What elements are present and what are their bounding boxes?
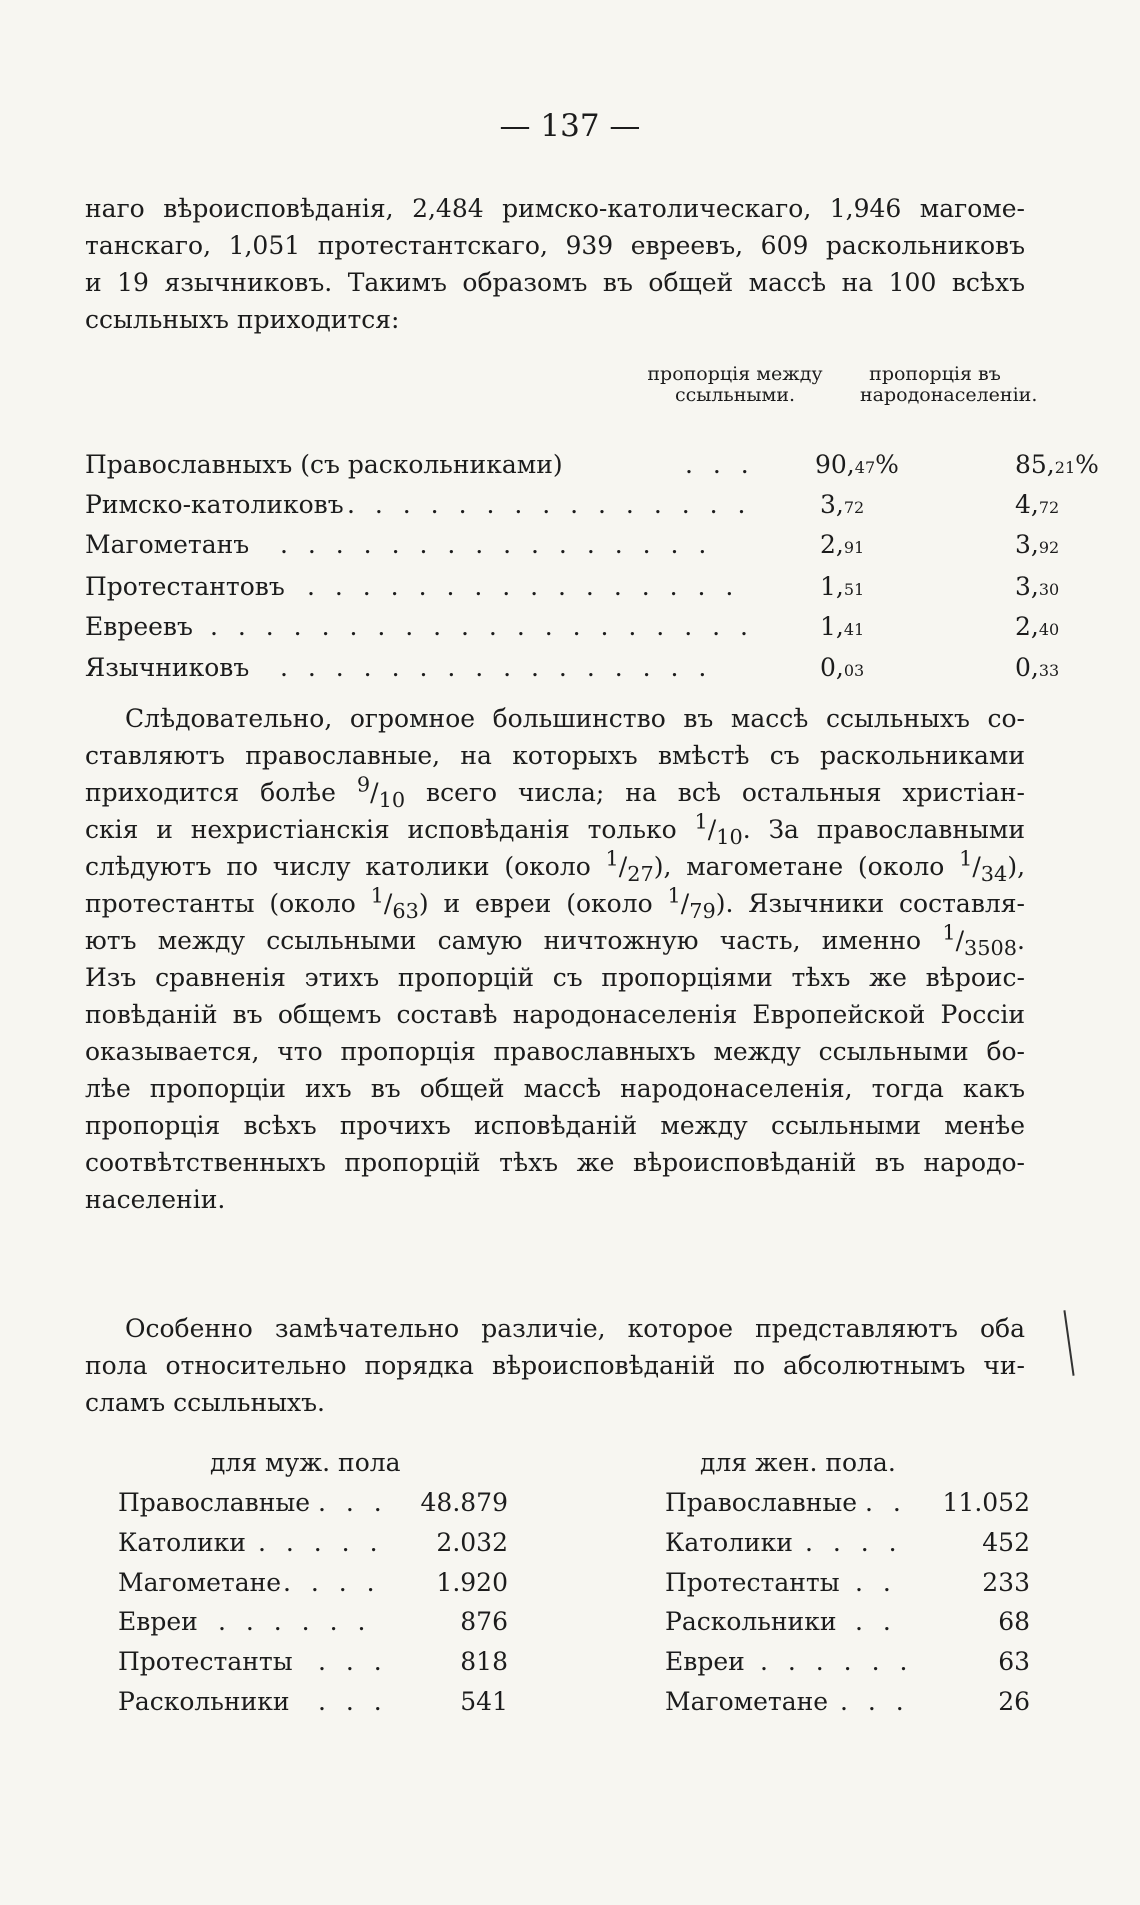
convict-proportion: 1,41 — [820, 612, 865, 641]
leader-dots: . . . . . . — [760, 1647, 914, 1676]
table-row — [85, 450, 1099, 486]
leader-dots: . . . . . . . . . . . . . . . . — [280, 653, 713, 682]
female-count: 63 — [998, 1647, 1030, 1676]
convict-proportion: 1,51 — [820, 572, 865, 601]
text-line: приходится болѣе $^9/_{10}$ всего числа; на всѣ остальныя христіан- — [85, 772, 1026, 812]
text-line: Слѣдовательно, огромное большинство въ массѣ ссыльныхъ со- — [125, 704, 1025, 733]
religion-name: Православные — [665, 1488, 858, 1517]
text-line: Изъ сравненія этихъ пропорцій съ пропорціями тѣхъ же вѣроис- — [85, 963, 1025, 992]
column-header-convicts: пропорція между ссыльными. — [647, 363, 823, 406]
leader-dots: . . . — [318, 1488, 388, 1517]
table-row — [118, 1488, 508, 1524]
leader-dots: . . . . . . . . . . . . . . . . . . . . — [210, 612, 754, 641]
text-line: танскаго, 1,051 протестантскаго, 939 евреевъ, 609 раскольниковъ — [85, 231, 1025, 260]
column-header-population: пропорція въ народонаселеніи. — [860, 363, 1038, 406]
text-line: слѣдуютъ по числу католики (около $^1/_{27}$), магометане (около $^1/_{34}$), — [85, 846, 1026, 886]
leader-dots: . . — [855, 1607, 897, 1636]
religion-name: Православные — [118, 1488, 311, 1517]
margin-mark — [1063, 1310, 1074, 1376]
table-row — [85, 572, 1060, 608]
religion-name: Язычниковъ — [85, 653, 250, 682]
convict-proportion: 3,72 — [820, 490, 865, 519]
text-line: скія и нехристіанскія исповѣданія только $^1/_{10}$. За православными — [85, 809, 1025, 849]
population-proportion: 85,21% — [1015, 450, 1099, 479]
religion-name: Римско-католиковъ — [85, 490, 344, 519]
religion-name: Католики — [118, 1528, 246, 1557]
male-count: 1.920 — [436, 1568, 508, 1597]
leader-dots: . . . — [685, 450, 755, 479]
female-count: 26 — [998, 1687, 1030, 1716]
religion-name: Католики — [665, 1528, 793, 1557]
male-table-header: для муж. пола — [210, 1448, 401, 1477]
text-line: лѣе пропорціи ихъ въ общей массѣ народонаселенія, тогда какъ — [85, 1074, 1025, 1103]
text-line: оказывается, что пропорція православныхъ между ссыльными бо- — [85, 1037, 1025, 1066]
female-count: 452 — [982, 1528, 1030, 1557]
population-proportion: 3,92 — [1015, 530, 1060, 559]
population-proportion: 4,72 — [1015, 490, 1060, 519]
religion-name: Раскольники — [118, 1687, 290, 1716]
male-count: 541 — [460, 1687, 508, 1716]
religion-name: Магометане — [118, 1568, 282, 1597]
leader-dots: . . . — [318, 1687, 388, 1716]
table-row — [85, 490, 1060, 526]
leader-dots: . . . . . . . . . . . . . . . . — [307, 572, 740, 601]
text-line: ютъ между ссыльными самую ничтожную часть, именно $^1/_{3508}$. — [85, 920, 1025, 960]
female-count: 233 — [982, 1568, 1030, 1597]
religion-name: Магометане — [665, 1687, 829, 1716]
text-line: сламъ ссыльныхъ. — [85, 1388, 325, 1417]
text-line: повѣданій въ общемъ составѣ народонаселенія Европейской Россіи — [85, 1000, 1025, 1029]
convict-proportion: 2,91 — [820, 530, 865, 559]
female-table-header: для жен. пола. — [700, 1448, 896, 1477]
male-count: 818 — [460, 1647, 508, 1676]
text-line: пола относительно порядка вѣроисповѣданій по абсолютнымъ чи- — [85, 1351, 1025, 1380]
paragraph-1 — [85, 190, 1025, 338]
text-line: ссыльныхъ приходится: — [85, 305, 400, 334]
paragraph-3 — [85, 1310, 1025, 1421]
religion-name: Протестанты — [665, 1568, 840, 1597]
religion-name: Протестанты — [118, 1647, 293, 1676]
religion-name: Евреи — [665, 1647, 745, 1676]
population-proportion: 2,40 — [1015, 612, 1060, 641]
text-line: населеніи. — [85, 1185, 226, 1214]
leader-dots: . . — [865, 1488, 907, 1517]
male-count: 48.879 — [420, 1488, 508, 1517]
text-line: протестанты (около $^1/_{63}$) и евреи (около $^1/_{79}$). Язычники составля- — [85, 883, 1025, 923]
table-row — [85, 530, 1060, 566]
leader-dots: . . . . . — [258, 1528, 384, 1557]
text-line: соотвѣтственныхъ пропорцій тѣхъ же вѣроисповѣданій въ народо- — [85, 1148, 1025, 1177]
religion-name: Раскольники — [665, 1607, 837, 1636]
religion-name: Евреевъ — [85, 612, 193, 641]
male-count: 876 — [460, 1607, 508, 1636]
table-row — [665, 1488, 1030, 1524]
male-count: 2.032 — [436, 1528, 508, 1557]
table-row — [85, 653, 1060, 689]
female-count: 68 — [998, 1607, 1030, 1636]
text-line: Особенно замѣчательно различіе, которое представляютъ оба — [125, 1314, 1025, 1343]
female-count: 11.052 — [942, 1488, 1030, 1517]
table-row — [118, 1647, 508, 1683]
table-row — [85, 612, 1060, 648]
religion-name: Евреи — [118, 1607, 198, 1636]
population-proportion: 3,30 — [1015, 572, 1060, 601]
table-row — [118, 1687, 508, 1723]
leader-dots: . . — [855, 1568, 897, 1597]
table-row — [665, 1607, 1030, 1643]
table-row — [665, 1528, 1030, 1564]
leader-dots: . . . . — [283, 1568, 381, 1597]
religion-name: Магометанъ — [85, 530, 250, 559]
religion-name: Православныхъ (съ раскольниками) — [85, 450, 563, 479]
table-row — [665, 1568, 1030, 1604]
leader-dots: . . . . . . . . . . . . . . . . — [280, 530, 713, 559]
convict-proportion: 0,03 — [820, 653, 865, 682]
page-number: — 137 — — [499, 108, 641, 144]
leader-dots: . . . . . . . . . . . . . . . — [347, 490, 752, 519]
paragraph-2 — [85, 700, 1025, 1218]
population-proportion: 0,33 — [1015, 653, 1060, 682]
leader-dots: . . . . . . — [218, 1607, 372, 1636]
text-line: пропорція всѣхъ прочихъ исповѣданій между ссыльными менѣе — [85, 1111, 1025, 1140]
leader-dots: . . . . — [805, 1528, 903, 1557]
table-row — [118, 1528, 508, 1564]
religion-name: Протестантовъ — [85, 572, 285, 601]
text-line: и 19 язычниковъ. Такимъ образомъ въ общей массѣ на 100 всѣхъ — [85, 268, 1025, 297]
text-line: наго вѣроисповѣданія, 2,484 римско-католическаго, 1,946 магоме- — [85, 194, 1025, 223]
convict-proportion: 90,47% — [815, 450, 899, 479]
table-row — [118, 1568, 508, 1604]
leader-dots: . . . — [840, 1687, 910, 1716]
table-row — [665, 1687, 1030, 1723]
table-row — [118, 1607, 508, 1643]
leader-dots: . . . — [318, 1647, 388, 1676]
text-line: ставляютъ православные, на которыхъ вмѣстѣ съ раскольниками — [85, 741, 1025, 770]
table-row — [665, 1647, 1030, 1683]
